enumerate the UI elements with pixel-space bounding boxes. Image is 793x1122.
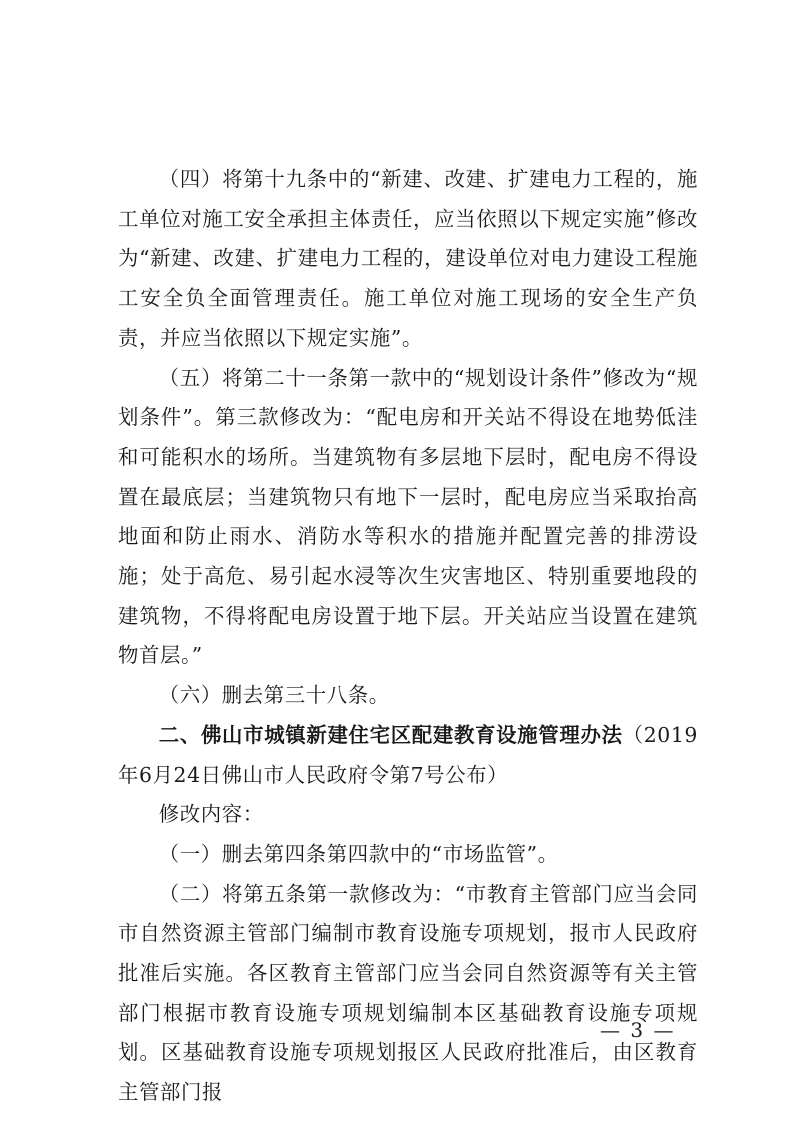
page-number: — 3 — (600, 1018, 676, 1042)
paragraph-item-1: （一）删去第四条第四款中的“市场监管”。 (158, 841, 559, 866)
section-heading (118, 716, 698, 795)
paragraph-item-5: （五）将第二十一条第一款中的“规划设计条件”修改为“规划条件”。第三款修改为：“配电房和开关站不得设在地势低洼和可能积水的场所。当建筑物有多层地下层时，配电房不得设置在最底层；当建筑物只有地下一层时，配电房应当采取抬高地面和防止雨水、消防水等积水的措施并配置完善的排涝设施；处于高危、易引起水浸等次生灾害地区、特别重要地段的建筑物，不得将配电房设置于地下层。开关站应当设置在建筑物首层。” (118, 365, 698, 668)
paragraph-item-6: （六）删去第三十八条。 (158, 683, 390, 708)
section-heading-note: （2019年6月24日佛山市人民政府令第7号公布） (118, 722, 698, 787)
modification-label: 修改内容： (158, 802, 264, 827)
document-body (118, 160, 698, 1113)
paragraph-item-4: （四）将第十九条中的“新建、改建、扩建电力工程的，施工单位对施工安全承担主体责任，应当依照以下规定实施”修改为“新建、改建、扩建电力工程的，建设单位对电力建设工程施工安全负全面管理责任。施工单位对施工现场的安全生产负责，并应当依照以下规定实施”。 (118, 167, 698, 350)
paragraph-item-2: （二）将第五条第一款修改为：“市教育主管部门应当会同市自然资源主管部门编制市教育设施专项规划，报市人民政府批准后实施。各区教育主管部门应当会同自然资源等有关主管部门根据市教育设施专项规划编制本区基础教育设施专项规划。区基础教育设施专项规划报区人民政府批准后，由区教育主管部门报 (118, 881, 698, 1105)
section-heading-title: 二、佛山市城镇新建住宅区配建教育设施管理办法 (158, 722, 623, 747)
